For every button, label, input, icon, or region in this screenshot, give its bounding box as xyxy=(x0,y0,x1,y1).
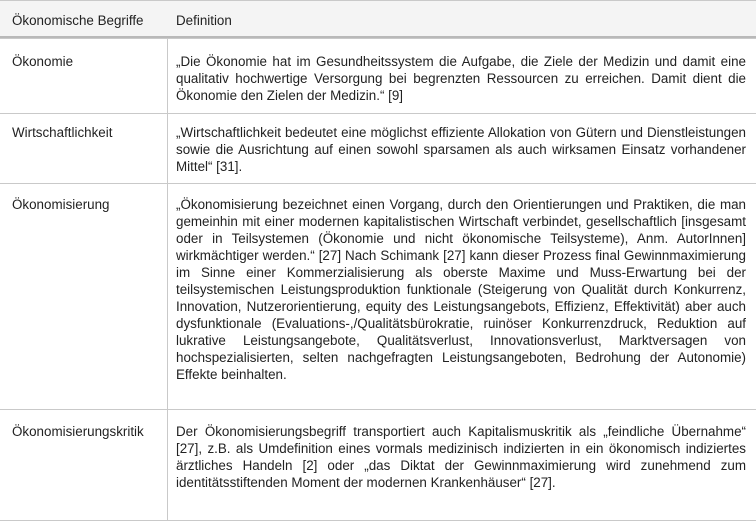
table-row xyxy=(0,113,756,183)
header-term: Ökonomische Begriffe xyxy=(12,13,144,28)
definition-cell: „Wirtschaftlichkeit bedeutet eine möglichst effiziente Allokation von Gütern und Dienstleistungen sowie die Ausrichtung auf einen sowohl sparsamen als auch wirksamen Einsatz vorhandener Mittel“ [31]. xyxy=(176,125,746,174)
term-cell: Ökonomie xyxy=(12,54,74,69)
table-row xyxy=(0,409,756,521)
table-header-row xyxy=(0,0,756,38)
table-row xyxy=(0,183,756,409)
term-cell: Wirtschaftlichkeit xyxy=(12,125,113,140)
definition-cell: Der Ökonomisierungsbegriff transportiert auch Kapitalismuskritik als „feindliche Übernahme“ [27], z.B. als Umdefinition eines vormals medizinisch indizierten in ein ökonomisch indiziertes ärztliches Handeln [2] oder „das Diktat der Gewinnmaximierung wird zunehmend zum identitätsstiftenden Moment der modernen Krankenhäuser“ [27]. xyxy=(176,424,746,490)
definition-cell: „Ökonomisierung bezeichnet einen Vorgang, durch den Orientierungen und Praktiken, die man gemeinhin mit einer modernen kapitalistischen Wirtschaft verbindet, gesellschaftlich [insgesamt oder in Teilsystemen (Ökonomie und nicht ökonomische Teilsysteme), Anm. AutorInnen] wirkmächtiger werden.“ [27] Nach Schimank [27] kann dieser Prozess final Gewinnmaximierung im Sinne einer Kommerzialisierung als oberste Maxime und Muss-Erwartung bei der teilsystemischen Leistungsproduktion funktionale (Steigerung von Qualität durch Konkurrenz, Innovation, Nutzerorientierung, equity des Leistungsangebots, Effizienz, Effektivität) aber auch dysfunktionale (Evaluations-,/Qualitätsbürokratie, ruinöser Konkurrenzdruck, Reduktion auf lukrative Leistungsangebote, Qualitätsverlust, Innovationsverlust, Marktversagen von hochspezialisierten, selten nachgefragten Leistungsangeboten, Bedrohung der Autonomie) Effekte beinhalten. xyxy=(176,197,746,382)
header-definition: Definition xyxy=(176,13,232,28)
term-cell: Ökonomisierungskritik xyxy=(12,424,144,439)
definition-cell: „Die Ökonomie hat im Gesundheitssystem die Aufgabe, die Ziele der Medizin und damit eine qualitativ hochwertige Versorgung bei begrenzten Ressourcen zu erreichen. Damit dient die Ökonomie den Zielen der Medizin.“ [9] xyxy=(176,54,746,103)
term-cell: Ökonomisierung xyxy=(12,197,110,212)
table-row xyxy=(0,38,756,113)
